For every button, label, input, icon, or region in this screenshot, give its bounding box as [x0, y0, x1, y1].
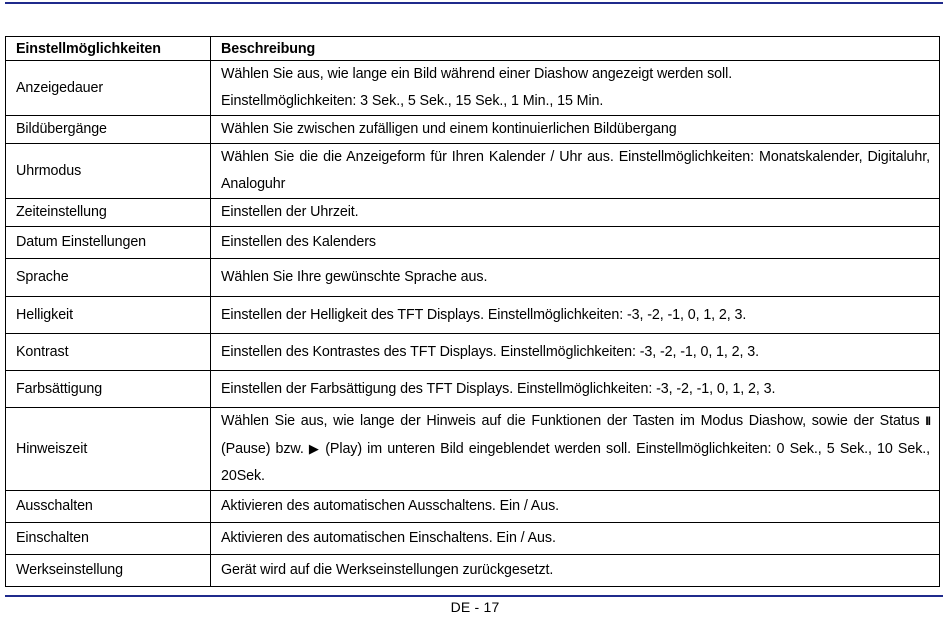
description-cell: [211, 408, 940, 491]
description-cell: Einstellen der Helligkeit des TFT Displays. Einstellmöglichkeiten: -3, -2, -1, 0, 1, 2, 3.: [211, 297, 940, 334]
table-row: [6, 144, 940, 199]
column-header-description: Beschreibung: [211, 37, 940, 61]
description-cell: Aktivieren des automatischen Ausschaltens. Ein / Aus.: [211, 491, 940, 523]
description-cell: [211, 61, 940, 116]
description-cell: Wählen Sie zwischen zufälligen und einem kontinuierlichen Bildübergang: [211, 116, 940, 144]
description-cell: Wählen Sie Ihre gewünschte Sprache aus.: [211, 259, 940, 297]
table-row: [6, 297, 940, 334]
description-line: Einstellmöglichkeiten: 3 Sek., 5 Sek., 15 Sek., 1 Min., 15 Min.: [221, 93, 604, 109]
table-row: [6, 199, 940, 227]
description-cell: Gerät wird auf die Werkseinstellungen zurückgesetzt.: [211, 555, 940, 587]
option-cell: Ausschalten: [6, 491, 211, 523]
option-cell: Helligkeit: [6, 297, 211, 334]
option-cell: Kontrast: [6, 334, 211, 371]
description-text: Wählen Sie aus, wie lange der Hinweis auf die Funktionen der Tasten im Modus Diashow, sowie der Status: [221, 413, 920, 429]
description-cell: Wählen Sie die die Anzeigeform für Ihren Kalender / Uhr aus. Einstellmöglichkeiten: Monatskalender, Digitaluhr, Analoguhr: [211, 144, 940, 199]
column-header-option: Einstellmöglichkeiten: [6, 37, 211, 61]
option-cell: Bildübergänge: [6, 116, 211, 144]
play-icon: ▶: [308, 441, 321, 456]
description-cell: Einstellen der Uhrzeit.: [211, 199, 940, 227]
option-cell: Uhrmodus: [6, 144, 211, 199]
option-cell: Datum Einstellungen: [6, 227, 211, 259]
table-row: [6, 259, 940, 297]
table-row: [6, 227, 940, 259]
description-text: (Pause) bzw.: [221, 441, 304, 457]
description-cell: Einstellen der Farbsättigung des TFT Displays. Einstellmöglichkeiten: -3, -2, -1, 0, 1, 2, 3.: [211, 371, 940, 408]
table-row: [6, 371, 940, 408]
description-cell: Einstellen des Kalenders: [211, 227, 940, 259]
option-cell: Anzeigedauer: [6, 61, 211, 116]
option-cell: Farbsättigung: [6, 371, 211, 408]
option-cell: Zeiteinstellung: [6, 199, 211, 227]
description-text: (Play) im unteren Bild eingeblendet werden soll. Einstellmöglichkeiten: 0 Sek., 5 Sek., 10 Sek., 20Sek.: [221, 441, 931, 484]
description-cell: Aktivieren des automatischen Einschaltens. Ein / Aus.: [211, 523, 940, 555]
page-number: DE - 17: [450, 599, 500, 615]
settings-table: [5, 36, 940, 587]
pause-icon: II: [925, 414, 930, 428]
table-row: [6, 408, 940, 491]
table-row: [6, 555, 940, 587]
table-header-row: [6, 37, 940, 61]
table-row: [6, 491, 940, 523]
table-row: [6, 116, 940, 144]
option-cell: Sprache: [6, 259, 211, 297]
description-line: Wählen Sie aus, wie lange ein Bild während einer Diashow angezeigt werden soll.: [221, 66, 733, 82]
option-cell: Hinweiszeit: [6, 408, 211, 491]
option-cell: Werkseinstellung: [6, 555, 211, 587]
top-rule: [5, 2, 943, 4]
table-row: [6, 523, 940, 555]
table-row: [6, 334, 940, 371]
description-cell: Einstellen des Kontrastes des TFT Displays. Einstellmöglichkeiten: -3, -2, -1, 0, 1, 2, 3.: [211, 334, 940, 371]
bottom-rule: [5, 595, 943, 597]
table-row: [6, 61, 940, 116]
option-cell: Einschalten: [6, 523, 211, 555]
